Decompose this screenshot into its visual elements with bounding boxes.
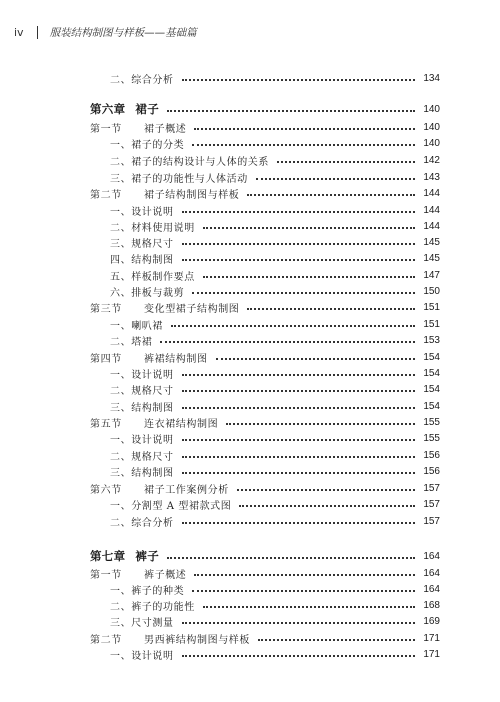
- section-number: 第四节: [90, 353, 122, 365]
- toc-entry-label: 二、塔裙: [110, 336, 153, 348]
- dot-leader: [192, 292, 415, 294]
- toc-entry-title: [110, 333, 152, 348]
- toc-entry-label: 裤裙结构制图: [144, 353, 208, 365]
- toc-page-number: 140: [423, 103, 440, 115]
- toc-entry-label: 男西裤结构制图与样板: [144, 634, 250, 646]
- toc-entry-label: 一、分割型 A 型裙款式图: [110, 500, 232, 512]
- dot-leader: [182, 622, 416, 624]
- toc-item[interactable]: [110, 381, 440, 397]
- dot-leader: [277, 161, 415, 163]
- toc-page-number: 147: [423, 269, 440, 281]
- toc-item[interactable]: [110, 581, 440, 597]
- toc-entry-label: 变化型裙子结构制图: [144, 303, 240, 315]
- toc-entry-title: [110, 203, 174, 218]
- toc-page-number: 145: [423, 252, 440, 264]
- toc-entry-title: [110, 317, 163, 332]
- toc-entry-title: [90, 120, 186, 135]
- toc-chapter[interactable]: [90, 101, 440, 117]
- toc-entry-label: 三、规格尺寸: [110, 238, 174, 250]
- toc-entry-label: 一、设计说明: [110, 369, 174, 381]
- section-number: 第三节: [90, 303, 122, 315]
- toc-entry-title: [110, 497, 231, 512]
- toc-entry-label: 一、设计说明: [110, 434, 174, 446]
- toc-entry-title: [90, 300, 239, 315]
- dot-leader: [182, 79, 416, 81]
- toc-page-number: 154: [423, 383, 440, 395]
- toc-entry-label: 二、综合分析: [110, 74, 174, 86]
- toc-page-number: 157: [423, 515, 440, 527]
- dot-leader: [167, 110, 415, 112]
- dot-leader: [216, 358, 416, 360]
- toc-section[interactable]: [90, 565, 440, 581]
- toc-page-number: 164: [423, 567, 440, 579]
- toc-entry-label: 三、结构制图: [110, 402, 174, 414]
- dot-leader: [182, 472, 416, 474]
- toc-page-number: 171: [423, 632, 440, 644]
- toc-item[interactable]: [110, 283, 440, 299]
- toc-entry-label: 二、裙子的结构设计与人体的关系: [110, 156, 269, 168]
- toc-item[interactable]: [110, 463, 440, 479]
- toc-entry-title: [110, 431, 174, 446]
- toc-entry-label: 裤子: [135, 549, 160, 563]
- toc-item[interactable]: [110, 218, 440, 234]
- toc-page-number: 154: [423, 351, 440, 363]
- dot-leader: [194, 574, 415, 576]
- dot-leader: [167, 557, 415, 559]
- toc-item[interactable]: [110, 430, 440, 446]
- toc-entry-title: [110, 251, 174, 266]
- dot-leader: [237, 489, 416, 491]
- section-number: 第六节: [90, 484, 122, 496]
- dot-leader: [192, 590, 415, 592]
- toc-entry-title: [110, 153, 269, 168]
- toc-page-number: 156: [423, 449, 440, 461]
- book-title: 服装结构制图与样板——基础篇: [49, 26, 197, 39]
- toc-page-number: 155: [423, 416, 440, 428]
- toc-page-number: 140: [423, 121, 440, 133]
- toc-page-number: 154: [423, 400, 440, 412]
- toc-entry-label: 三、裙子的功能性与人体活动: [110, 173, 248, 185]
- chapter-number: 第七章: [90, 549, 126, 563]
- toc-entry-label: 四、结构制图: [110, 254, 174, 266]
- toc-section[interactable]: [90, 349, 440, 365]
- toc-page-number: 143: [423, 171, 440, 183]
- dot-leader: [182, 655, 416, 657]
- toc-page-number: 164: [423, 583, 440, 595]
- toc-page-number: 155: [423, 432, 440, 444]
- toc-item[interactable]: [110, 70, 440, 86]
- toc-item[interactable]: [110, 267, 440, 283]
- toc-entry-label: 二、规格尺寸: [110, 385, 174, 397]
- toc-page-number: 151: [423, 301, 440, 313]
- toc-item[interactable]: [110, 169, 440, 185]
- dot-leader: [256, 178, 416, 180]
- dot-leader: [182, 243, 416, 245]
- toc-entry-title: [110, 366, 174, 381]
- dot-leader: [182, 259, 416, 261]
- dot-leader: [247, 308, 415, 310]
- toc-page-number: 154: [423, 367, 440, 379]
- toc-section[interactable]: [90, 299, 440, 315]
- toc-entry-title: [110, 582, 184, 597]
- dot-leader: [182, 407, 416, 409]
- toc-page-number: 142: [423, 154, 440, 166]
- toc-entry-title: [110, 235, 174, 250]
- toc-entry-label: 六、排板与裁剪: [110, 287, 185, 299]
- toc-item[interactable]: [110, 202, 440, 218]
- toc-entry-label: 三、结构制图: [110, 467, 174, 479]
- toc-entry-label: 裙子结构制图与样板: [144, 189, 240, 201]
- toc-entry-title: [110, 514, 174, 529]
- toc-chapter[interactable]: [90, 548, 440, 564]
- toc-entry-title: [110, 464, 174, 479]
- toc-entry-title: [90, 548, 159, 564]
- toc-entry-label: 二、规格尺寸: [110, 451, 174, 463]
- toc-page-number: 157: [423, 482, 440, 494]
- toc-entry-title: [110, 614, 174, 629]
- toc-entry-label: 一、设计说明: [110, 650, 174, 662]
- toc-entry-label: 二、裤子的功能性: [110, 601, 195, 613]
- dot-leader: [239, 505, 415, 507]
- toc-entry-title: [90, 101, 159, 117]
- toc-page-number: 134: [423, 72, 440, 84]
- dot-leader: [192, 144, 415, 146]
- toc-page-number: 145: [423, 236, 440, 248]
- toc-page-number: 140: [423, 137, 440, 149]
- toc-page-number: 156: [423, 465, 440, 477]
- toc-entry-title: [110, 647, 174, 662]
- dot-leader: [182, 211, 416, 213]
- toc-entry-label: 一、裙子的分类: [110, 139, 185, 151]
- toc-entry-label: 裙子: [135, 102, 160, 116]
- toc-item[interactable]: [110, 613, 440, 629]
- toc-page-number: 164: [423, 550, 440, 562]
- toc-item[interactable]: [110, 152, 440, 168]
- toc-page-number: 153: [423, 334, 440, 346]
- section-number: 第五节: [90, 418, 122, 430]
- toc-entry-title: [90, 415, 218, 430]
- toc-page-number: 169: [423, 615, 440, 627]
- toc-entry-label: 三、尺寸测量: [110, 617, 174, 629]
- toc-item[interactable]: [110, 646, 440, 662]
- toc-entry-label: 一、喇叭裙: [110, 320, 163, 332]
- toc-entry-title: [110, 598, 195, 613]
- dot-leader: [160, 341, 415, 343]
- toc-item[interactable]: [110, 365, 440, 381]
- toc-entry-label: 裙子概述: [144, 123, 187, 135]
- dot-leader: [182, 456, 416, 458]
- dot-leader: [203, 227, 416, 229]
- toc-item[interactable]: [110, 597, 440, 613]
- toc-section[interactable]: [90, 119, 440, 135]
- toc-entry-title: [110, 448, 174, 463]
- toc-item[interactable]: [110, 513, 440, 529]
- dot-leader: [182, 439, 416, 441]
- toc-entry-title: [110, 170, 248, 185]
- toc-entry-label: 裙子工作案例分析: [144, 484, 229, 496]
- dot-leader: [203, 606, 416, 608]
- dot-leader: [182, 374, 416, 376]
- toc-page-number: 157: [423, 498, 440, 510]
- section-number: 第二节: [90, 634, 122, 646]
- toc-entry-title: [110, 71, 174, 86]
- toc-entry-title: [90, 566, 186, 581]
- toc-entry-label: 一、设计说明: [110, 206, 174, 218]
- toc-section[interactable]: [90, 480, 440, 496]
- toc-entry-title: [110, 219, 195, 234]
- toc-entry-label: 一、裤子的种类: [110, 585, 185, 597]
- toc-entry-title: [110, 136, 184, 151]
- section-number: 第二节: [90, 189, 122, 201]
- toc-item[interactable]: [110, 496, 440, 512]
- toc-item[interactable]: [110, 447, 440, 463]
- page-number: iv: [14, 25, 24, 39]
- toc-entry-label: 二、材料使用说明: [110, 222, 195, 234]
- toc-page-number: 151: [423, 318, 440, 330]
- toc-section[interactable]: [90, 630, 440, 646]
- toc-entry-label: 裤子概述: [144, 569, 187, 581]
- toc-entry-title: [110, 399, 174, 414]
- toc-entry-title: [90, 631, 250, 646]
- dot-leader: [182, 390, 416, 392]
- toc-item[interactable]: [110, 234, 440, 250]
- toc-item[interactable]: [110, 316, 440, 332]
- toc-entry-label: 连衣裙结构制图: [144, 418, 219, 430]
- toc-page-number: 144: [423, 187, 440, 199]
- toc-section[interactable]: [90, 185, 440, 201]
- toc-entry-title: [110, 284, 184, 299]
- toc-entry-title: [90, 186, 239, 201]
- dot-leader: [171, 325, 415, 327]
- toc-entry-title: [90, 481, 229, 496]
- toc-page-number: 150: [423, 285, 440, 297]
- toc-item[interactable]: [110, 250, 440, 266]
- dot-leader: [258, 639, 415, 641]
- dot-leader: [182, 522, 416, 524]
- section-number: 第一节: [90, 569, 122, 581]
- toc-item[interactable]: [110, 398, 440, 414]
- toc-entry-label: 二、综合分析: [110, 517, 174, 529]
- toc-entry-title: [90, 350, 208, 365]
- toc-entry-label: 五、样板制作要点: [110, 271, 195, 283]
- dot-leader: [194, 128, 415, 130]
- dot-leader: [203, 276, 416, 278]
- toc-page-number: 168: [423, 599, 440, 611]
- dot-leader: [226, 423, 415, 425]
- toc-page-number: 144: [423, 204, 440, 216]
- dot-leader: [247, 194, 415, 196]
- toc-page-number: 171: [423, 648, 440, 660]
- toc-page-number: 144: [423, 220, 440, 232]
- section-number: 第一节: [90, 123, 122, 135]
- toc-item[interactable]: [110, 332, 440, 348]
- toc-entry-title: [110, 382, 174, 397]
- chapter-number: 第六章: [90, 102, 126, 116]
- toc-section[interactable]: [90, 414, 440, 430]
- toc-item[interactable]: [110, 135, 440, 151]
- toc-entry-title: [110, 268, 195, 283]
